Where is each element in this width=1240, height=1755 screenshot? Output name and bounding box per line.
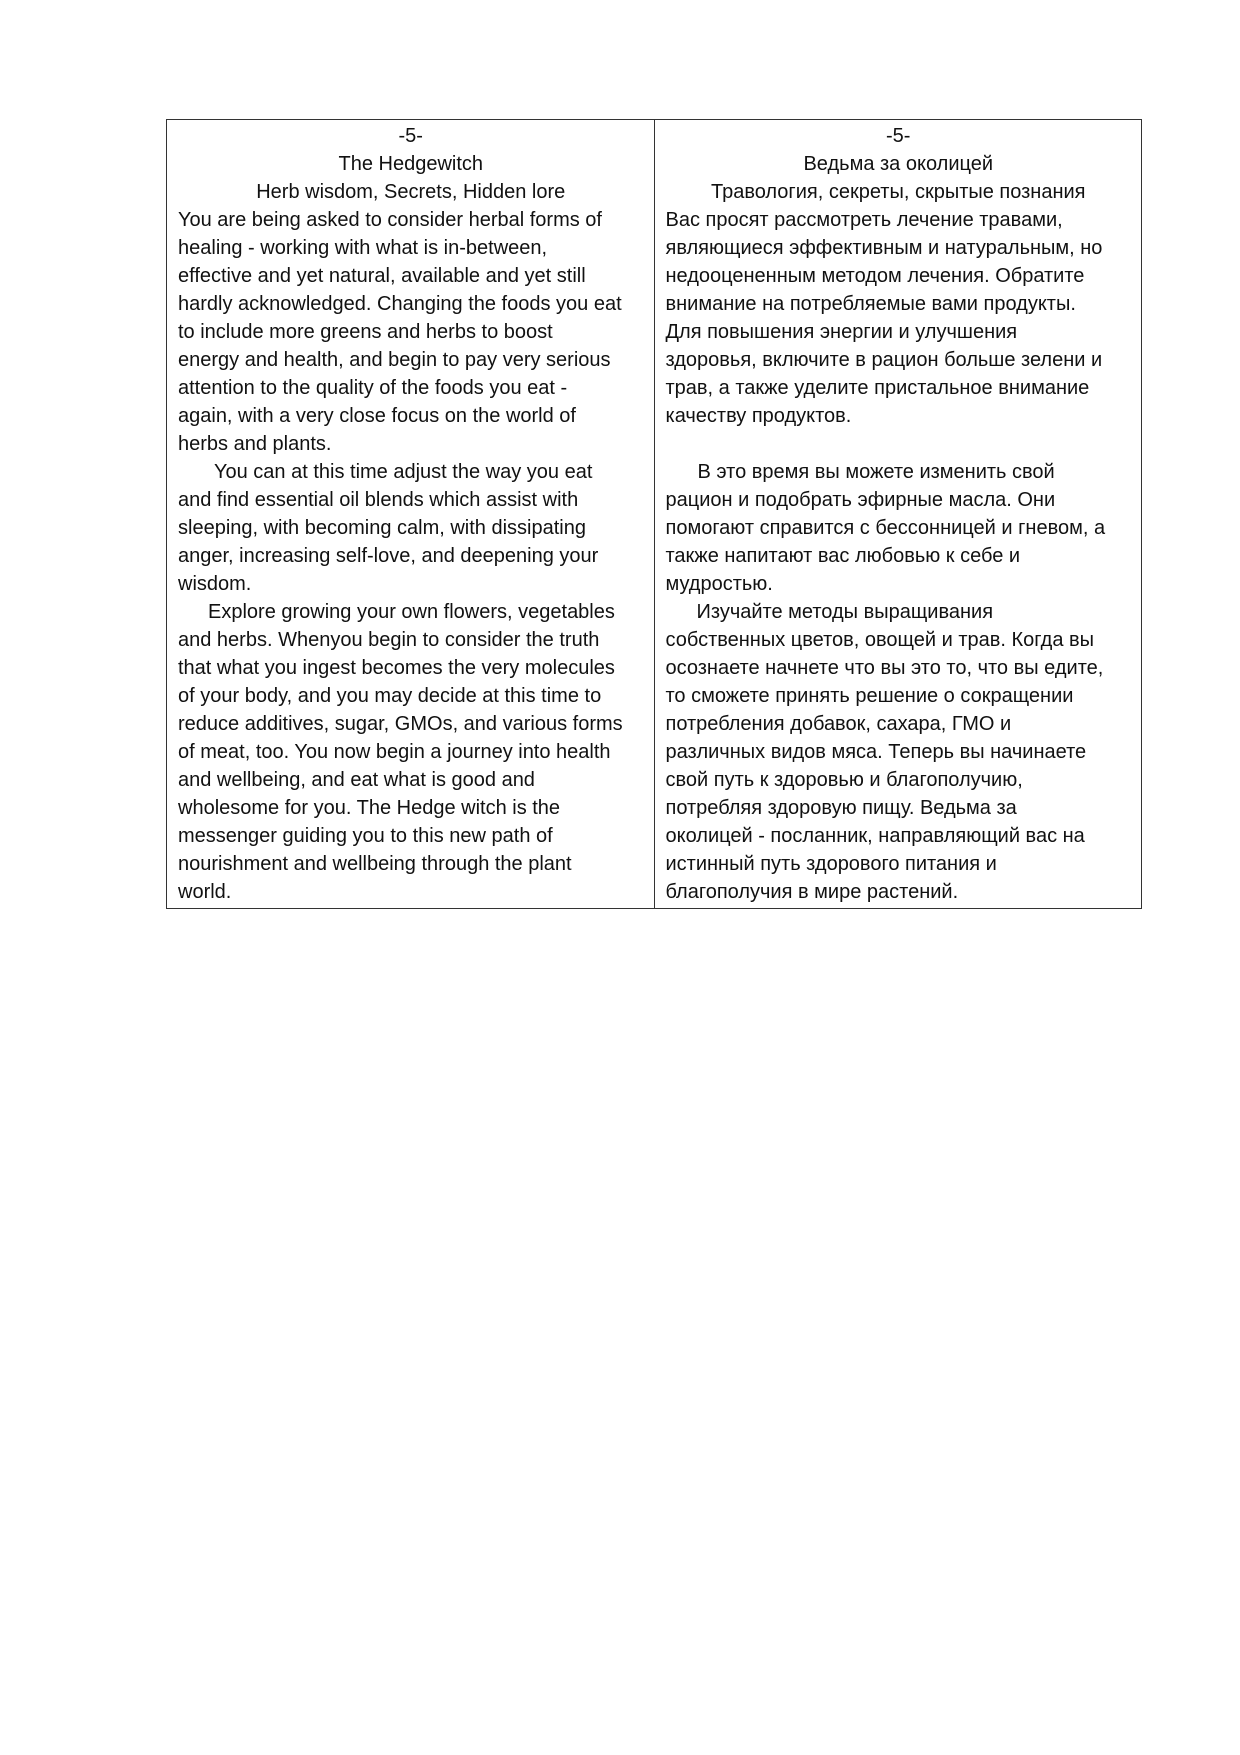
paragraph-1 (666, 206, 1132, 430)
text-line: то сможете принять решение о сокращении (665, 685, 1074, 707)
text-line: You are being asked to consider herbal forms of (178, 209, 602, 231)
text-line: anger, increasing self-love, and deepening your (178, 545, 599, 567)
text-line: sleeping, with becoming calm, with dissipating (178, 517, 586, 539)
card-subtitle: Травология, секреты, скрытые познания (710, 181, 1086, 203)
text-line: являющиеся эффективным и натуральным, но (665, 237, 1103, 259)
text-line: собственных цветов, овощей и трав. Когда вы (665, 629, 1095, 651)
text-line: Изучайте методы выращивания (696, 601, 994, 623)
text-line: околицей - посланник, направляющий вас на (665, 825, 1085, 847)
text-line: wholesome for you. The Hedge witch is the (178, 797, 561, 819)
text-line: потребления добавок, сахара, ГМО и (665, 713, 1012, 735)
text-line: again, with a very close focus on the world of (178, 405, 576, 427)
bilingual-card-table (166, 119, 1142, 909)
text-line: внимание на потребляемые вами продукты. (665, 293, 1076, 315)
text-line: недооцененным методом лечения. Обратите (665, 265, 1085, 287)
text-line: attention to the quality of the foods you eat - (178, 377, 568, 399)
card-title: Ведьма за околицей (803, 153, 994, 175)
text-line: истинный путь здорового питания и (665, 853, 997, 875)
text-line: Вас просят рассмотреть лечение травами, (665, 209, 1063, 231)
text-line: помогают справится с бессонницей и гневом, а (665, 517, 1106, 539)
page-number: -5- (886, 125, 911, 147)
text-line: свой путь к здоровью и благополучию, (665, 769, 1023, 791)
text-line: of your body, and you may decide at this time to (178, 685, 602, 707)
text-line: herbs and plants. (178, 433, 332, 455)
text-line: that what you ingest becomes the very molecules (178, 657, 615, 679)
text-line: качеству продуктов. (665, 405, 852, 427)
text-line: благополучия в мире растений. (665, 881, 959, 903)
text-line: мудростью. (665, 573, 773, 595)
text-line: messenger guiding you to this new path of (178, 825, 553, 847)
text-line: reduce additives, sugar, GMOs, and various forms (178, 713, 623, 735)
paragraph-3 (178, 598, 644, 906)
table-row (167, 120, 1142, 909)
text-line: wisdom. (178, 573, 252, 595)
text-line: Explore growing your own flowers, vegetables (208, 601, 615, 623)
text-line: effective and yet natural, available and yet still (178, 265, 586, 287)
text-line: осознаете начнете что вы это то, что вы едите, (665, 657, 1104, 679)
english-column (167, 120, 655, 909)
text-line: Для повышения энергии и улучшения (665, 321, 1018, 343)
text-line: and herbs. Whenyou begin to consider the truth (178, 629, 600, 651)
text-line: You can at this time adjust the way you eat (214, 461, 593, 483)
blank-line (666, 430, 1132, 458)
text-line: потребляя здоровую пищу. Ведьма за (665, 797, 1017, 819)
text-line: hardly acknowledged. Changing the foods you eat (178, 293, 622, 315)
card-subtitle: Herb wisdom, Secrets, Hidden lore (256, 181, 566, 203)
card-title: The Hedgewitch (338, 153, 484, 175)
text-line: трав, а также уделите пристальное внимание (665, 377, 1090, 399)
text-line: различных видов мяса. Теперь вы начинаете (665, 741, 1087, 763)
text-line: energy and health, and begin to pay very serious (178, 349, 611, 371)
text-line: and find essential oil blends which assist with (178, 489, 579, 511)
text-line: рацион и подобрать эфирные масла. Они (665, 489, 1056, 511)
text-line: world. (178, 881, 232, 903)
paragraph-1 (178, 206, 644, 458)
text-line: здоровья, включите в рацион больше зелени и (665, 349, 1103, 371)
text-line: nourishment and wellbeing through the plant (178, 853, 572, 875)
text-line: healing - working with what is in-between, (178, 237, 548, 259)
paragraph-2 (178, 458, 644, 598)
text-line: to include more greens and herbs to boost (178, 321, 553, 343)
text-line: and wellbeing, and eat what is good and (178, 769, 535, 791)
paragraph-2 (666, 458, 1132, 598)
text-line: of meat, too. You now begin a journey into health (178, 741, 611, 763)
paragraph-3 (666, 598, 1132, 906)
text-line: также напитают вас любовью к себе и (665, 545, 1021, 567)
text-line: В это время вы можете изменить свой (697, 461, 1055, 483)
page-number: -5- (398, 125, 423, 147)
russian-column (654, 120, 1142, 909)
